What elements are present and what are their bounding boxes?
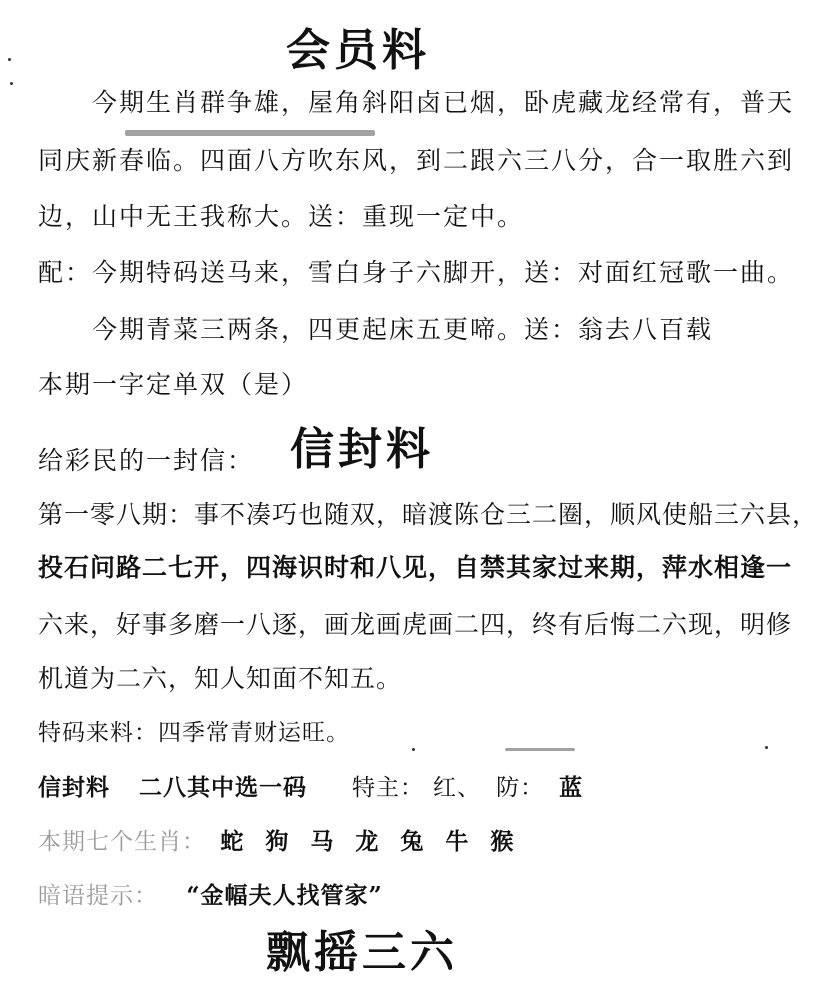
scan-smudge bbox=[505, 748, 575, 751]
footer-title: 飘摇三六 bbox=[266, 927, 458, 978]
zodiac-values: 蛇 狗 马 龙 兔 牛 猴 bbox=[220, 828, 515, 855]
letter-line-4: 机道为二六，知人知面不知五。 bbox=[38, 664, 403, 693]
member-paragraph-line-1: 今期生肖群争雄，屋角斜阳卤已烟，卧虎藏龙经常有，普天 bbox=[92, 88, 795, 117]
scan-smudge bbox=[125, 130, 375, 136]
phrase-prefix: 暗语提示： bbox=[38, 883, 158, 909]
letter-intro: 给彩民的一封信： bbox=[38, 446, 255, 475]
scan-speck bbox=[412, 748, 415, 751]
pick-label: 信封料 bbox=[38, 774, 110, 801]
main-value: 红、 bbox=[433, 775, 482, 801]
pei-line: 配：今期特码送马来，雪白身子六脚开，送：对面红冠歌一曲。 bbox=[38, 258, 795, 287]
single-double-line: 本期一字定单双（是） bbox=[38, 370, 309, 399]
letter-line-3: 六来，好事多磨一八逐，画龙画虎画二四，终有后悔二六现，明修 bbox=[38, 610, 793, 639]
zodiac-row bbox=[38, 827, 514, 857]
scan-speck bbox=[8, 58, 11, 61]
member-paragraph-2: 今期青菜三两条，四更起床五更啼。送：翁去八百载 bbox=[92, 315, 714, 344]
zodiac-prefix: 本期七个生肖： bbox=[38, 829, 206, 855]
phrase-value: “金幅夫人找管家” bbox=[186, 882, 383, 909]
letter-line-1: 第一零八期：事不凑巧也随双，暗渡陈仓三二圈，顺风使船三六县， bbox=[38, 500, 818, 529]
guard-label: 防： bbox=[496, 775, 545, 801]
member-paragraph-line-3: 边，山中无王我称大。送：重现一定中。 bbox=[38, 202, 525, 231]
phrase-row bbox=[38, 881, 383, 911]
pick-text: 二八其中选一码 bbox=[139, 774, 308, 801]
scan-speck bbox=[765, 746, 768, 749]
member-paragraph-line-2: 同庆新春临。四面八方吹东风，到二跟六三八分，合一取胜六到 bbox=[38, 146, 795, 175]
page-title: 会员料 bbox=[286, 25, 430, 76]
letter-title: 信封料 bbox=[290, 424, 434, 475]
pick-row bbox=[38, 773, 583, 803]
main-label: 特主： bbox=[352, 775, 425, 801]
special-source-line: 特码来料：四季常青财运旺。 bbox=[38, 720, 350, 746]
scan-speck bbox=[10, 82, 13, 85]
letter-line-2: 投石问路二七开，四海识时和八见，自禁其家过来期，萍水相逢一 bbox=[38, 553, 793, 582]
guard-value: 蓝 bbox=[559, 774, 584, 801]
